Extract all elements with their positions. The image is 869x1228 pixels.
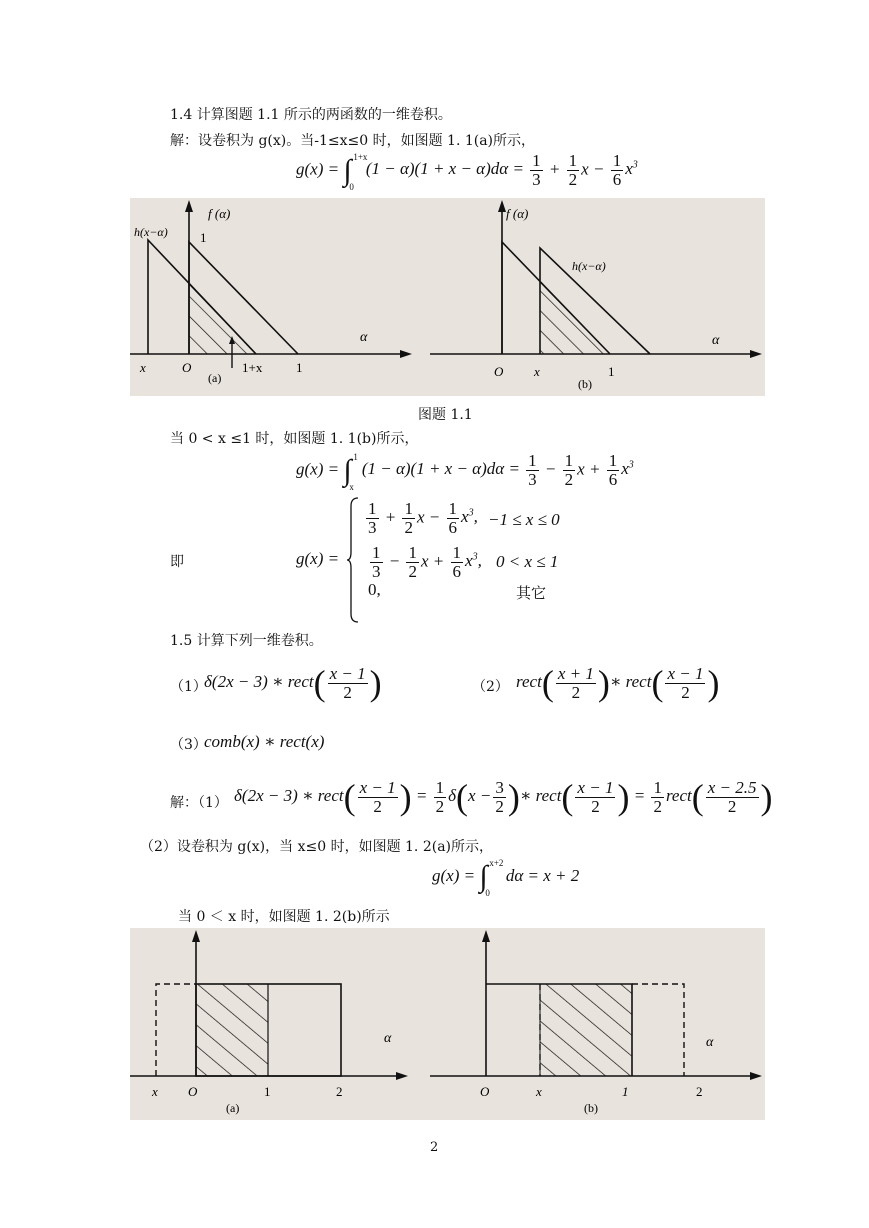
piece-1-condition: −1 ≤ x ≤ 0 [488,510,560,529]
fig2-a-label-o: O [188,1084,198,1099]
fig2-b-label-panel: (b) [584,1101,598,1115]
item-1-num: （1） [170,679,207,695]
solution-intro: 解：设卷积为 g(x)。当-1≤x≤0 时，如图题 1. 1(a)所示， [170,133,536,149]
fig-a-label-one-top: 1 [200,230,207,245]
item-3-expr: comb(x) ∗ rect(x) [204,732,325,751]
piece-2-condition: 0 < x ≤ 1 [496,552,559,571]
figure-1-2-svg [130,928,765,1120]
fig-a-label-o: O [182,360,192,375]
case-b-intro: 当 0 ＜ x 时，如图题 1. 2(b)所示 [178,909,390,925]
fig-b-label-x: x [534,364,540,379]
fig2-a-label-x: x [152,1084,158,1099]
fig2-b-label-alpha: α [706,1035,714,1050]
fig-a-label-x: x [140,360,146,375]
fig2-b-label-o: O [480,1084,490,1099]
page-number: 2 [430,1140,439,1155]
panel-2a [130,930,408,1080]
solution-2-intro: （2）设卷积为 g(x)，当 x≤0 时，如图题 1. 2(a)所示， [140,839,494,855]
piece-3-condition: 其它 [516,584,547,602]
ji-label: 即 [170,554,184,570]
fig-a-label-h: h(x−α) [134,225,168,239]
equation-2: g(x) = ∫ 1 x (1 − α)(1 + x − α)dα = $\frac{1}{3}$ − $\frac{1}{2}$ x + $\frac{1}{6}$ $x^3$ [296,451,634,492]
panel-2b [430,930,762,1080]
fig-a-label-alpha: α [360,330,368,345]
fig2-a-label-two: 2 [336,1084,343,1099]
problem-1-4-heading: 1.4 计算图题 1.1 所示的两函数的一维卷积。 [170,107,452,123]
figure-caption-1-1: 图题 1.1 [418,407,473,423]
solution-1-prefix: 解：（1） [170,795,228,811]
figure-1-2 [130,928,765,1120]
piece-1: $\frac{1}{3}$ + $\frac{1}{2}$ x − $\frac{1}{6}$ $x^3$, [368,499,478,537]
equation-3: g(x) = ∫ x+2 0 dα = x + 2 [432,858,580,898]
fig-a-label-panel: (a) [208,371,222,385]
fig-b-label-one: 1 [608,364,615,379]
fig-b-label-f: f (α) [506,206,529,221]
figure-1-1-svg [130,198,765,396]
piecewise-lhs: g(x) = [296,549,340,568]
piece-3: 0, [368,580,381,599]
piece-2: $\frac{1}{3}$ − $\frac{1}{2}$ x + $\frac{1}{6}$ $x^3$, [372,543,482,581]
fig2-a-label-one: 1 [264,1084,271,1099]
item-2-num: （2） [472,679,509,695]
equation-1: g(x) = ∫ 1+x 0 (1 − α)(1 + x − α)dα = $\frac{1}{3}$ + $\frac{1}{2}$ x − $\frac{1}{6}$ $x^3$ [296,151,638,192]
fig-b-label-h: h(x−α) [572,259,606,273]
figure-1-1 [130,198,765,396]
item-2-expr: rect( $\frac{x + 1}{2}$ )∗ rect( $\frac{x - 1}{2}$ ) [516,663,720,703]
piecewise-brace [346,496,360,624]
problem-1-5-heading: 1.5 计算下列一维卷积。 [170,633,323,649]
item-1-expr: δ(2x − 3) ∗ rect( $\frac{x - 1}{2}$ ) [204,663,382,703]
fig2-a-label-panel: (a) [226,1101,240,1115]
fig2-b-label-one: 1 [622,1084,629,1099]
fig-b-label-panel: (b) [578,377,592,391]
fig-a-label-1x: 1+x [242,360,263,375]
fig2-b-label-two: 2 [696,1084,703,1099]
fig2-b-label-x: x [536,1084,542,1099]
panel-a [130,200,412,368]
item-3-num: （3） [170,737,207,753]
fig-a-label-one: 1 [296,360,303,375]
fig-b-label-alpha: α [712,333,720,348]
case-2-intro: 当 0 < x ≤1 时，如图题 1. 1(b)所示， [170,431,419,447]
fig-b-label-o: O [494,364,504,379]
solution-1-expr: δ(2x − 3) ∗ rect( $\frac{x - 1}{2}$ ) = $\frac{1}{2}$ δ(x − $\frac{3}{2}$ )∗ rect( $\frac{x - 1}{2}$ ) = $\frac{1}{2}$ rect( $\frac{x - 2.5}{2}$ ) [234,777,773,817]
fig2-a-label-alpha: α [384,1031,392,1046]
fig-a-label-f: f (α) [208,206,231,221]
